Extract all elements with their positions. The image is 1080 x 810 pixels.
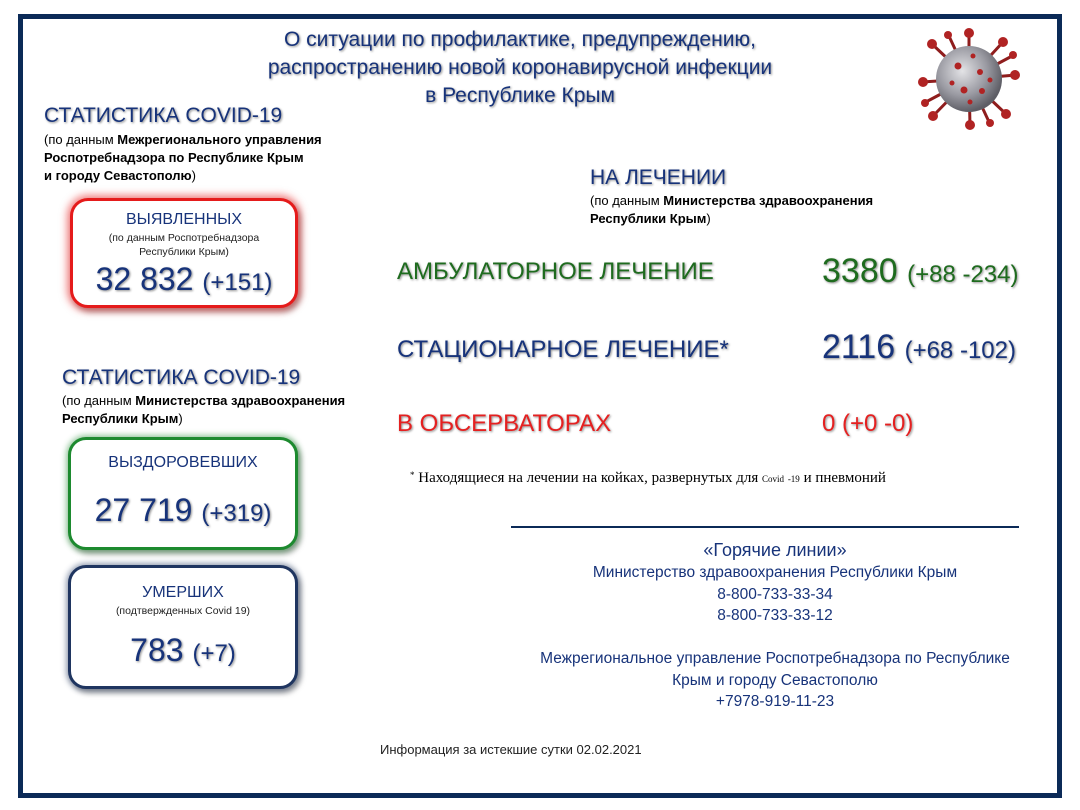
note-prefix: (по данным: [44, 132, 118, 147]
rospotreb-line-2: Крым и городу Севастополю: [672, 671, 878, 689]
recovered-card: [68, 437, 298, 550]
hotlines-minzdrav: [510, 562, 1040, 627]
stats-minzdrav-note: [62, 392, 382, 428]
divider-line: [511, 526, 1019, 528]
note-bold: Межрегионального управления: [117, 132, 322, 147]
detected-delta: (+151): [202, 269, 273, 296]
page-title: [200, 26, 840, 110]
deceased-card: [68, 565, 298, 689]
inpatient-delta: (+68 -102): [904, 337, 1016, 364]
treatment-note: [590, 192, 910, 228]
recovered-label: ВЫЗДОРОВЕВШИХ: [108, 454, 258, 471]
minzdrav-name: Министерство здравоохранения Республики Крым: [592, 564, 958, 581]
recovered-value-line: [71, 492, 295, 529]
note-prefix: (по данным: [590, 193, 664, 208]
minzdrav-phone-1: 8-800-733-33-34: [717, 585, 833, 603]
detected-value-line: [73, 261, 295, 298]
detected-card: [70, 198, 298, 308]
note-suffix: ): [191, 168, 196, 183]
treatment-title: НА ЛЕЧЕНИИ: [590, 166, 727, 189]
inpatient-value: 2116: [822, 328, 896, 366]
title-line-2: распространению новой коронавирусной инфекции: [267, 56, 773, 79]
footnote: [410, 470, 886, 487]
title-line-3: в Республике Крым: [425, 84, 615, 107]
deceased-value-line: [71, 632, 295, 669]
footnote-star: *: [410, 470, 415, 480]
recovered-value: 27 719: [94, 492, 193, 528]
rospotreb-line-1: Межрегиональное управление Роспотребнадзора по Республике: [540, 650, 1010, 667]
note-bold: Министерства здравоохранения: [135, 393, 346, 408]
note-bold: Республики Крым: [62, 411, 179, 426]
deceased-value: 783: [130, 632, 184, 668]
title-line-1: О ситуации по профилактике, предупреждению,: [283, 28, 757, 51]
note-suffix: ): [706, 211, 711, 226]
note-bold: Министерства здравоохранения: [663, 193, 874, 208]
info-date: Информация за истекшие сутки 02.02.2021: [380, 742, 642, 757]
inpatient-label: СТАЦИОНАРНОЕ ЛЕЧЕНИЕ*: [397, 336, 729, 363]
hotlines-title: «Горячие линии»: [703, 540, 847, 560]
ambulatory-value-line: [822, 252, 1019, 291]
deceased-sub: (подтвержденных Covid 19): [115, 605, 251, 617]
footnote-text-2: и пневмоний: [799, 470, 886, 486]
stats-minzdrav-title: СТАТИСТИКА COVID-19: [62, 366, 301, 389]
recovered-delta: (+319): [201, 500, 272, 527]
ambulatory-value: 3380: [822, 252, 898, 290]
ambulatory-delta: (+88 -234): [907, 261, 1019, 288]
note-suffix: ): [178, 411, 183, 426]
stats-rospotreb-note: [44, 131, 364, 185]
detected-label: ВЫЯВЛЕННЫХ: [126, 211, 242, 228]
observatory-label: В ОБСЕРВАТОРАХ: [397, 410, 612, 437]
note-prefix: (по данным: [62, 393, 136, 408]
deceased-delta: (+7): [192, 640, 236, 667]
footnote-text-1: Находящиеся на лечении на койках, развернутых для: [418, 470, 763, 486]
coronavirus-icon: [918, 28, 1020, 130]
footnote-small-2: -19: [787, 474, 800, 484]
hotlines-rospotreb: [510, 648, 1040, 713]
deceased-label: УМЕРШИХ: [142, 584, 224, 601]
detected-sub-1: (по данным Роспотребнадзора: [108, 232, 260, 244]
inpatient-value-line: [822, 328, 1016, 367]
detected-value: 32 832: [95, 261, 194, 297]
minzdrav-phone-2: 8-800-733-33-12: [717, 607, 833, 624]
rospotreb-phone: +7978-919-11-23: [715, 693, 835, 710]
note-bold: Роспотребнадзора по Республике Крым: [44, 150, 304, 165]
footnote-small-1: Covid: [762, 474, 785, 484]
note-bold: Республики Крым: [590, 211, 707, 226]
ambulatory-label: АМБУЛАТОРНОЕ ЛЕЧЕНИЕ: [397, 258, 714, 285]
detected-sub-2: Республики Крым): [139, 246, 229, 258]
note-bold: и городу Севастополю: [44, 168, 192, 183]
stats-rospotreb-title: СТАТИСТИКА COVID-19: [44, 104, 283, 127]
observatory-value: 0 (+0 -0): [822, 410, 914, 437]
